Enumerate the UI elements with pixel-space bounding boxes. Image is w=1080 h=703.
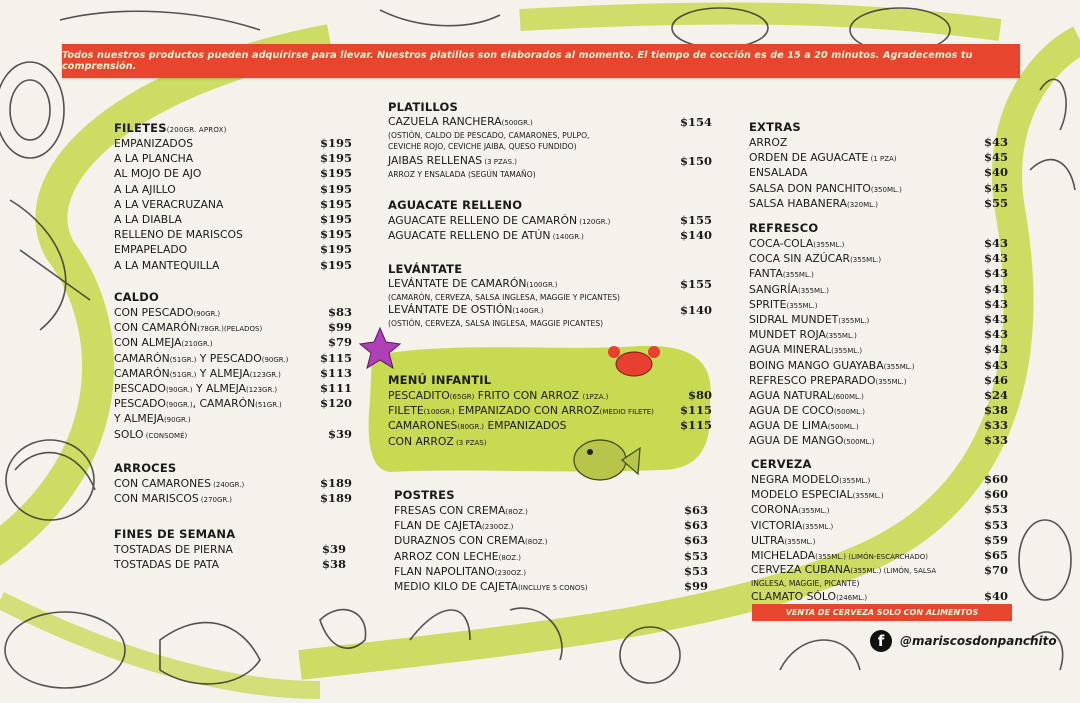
menu-item xyxy=(114,335,352,350)
item-note-extra: (1PZA.) xyxy=(582,393,609,401)
item-note: (355ML.) xyxy=(850,256,882,265)
item-note: (355ML.) xyxy=(798,507,830,516)
item-note: (INCLUYE 5 CONOS) xyxy=(518,583,588,592)
section-levantate xyxy=(388,262,712,329)
section-title: POSTRES xyxy=(394,488,455,502)
item-note: (230OZ.) xyxy=(482,523,514,532)
section-extras xyxy=(749,120,1008,211)
item-price: $70 xyxy=(983,563,1008,578)
menu-item xyxy=(751,533,1008,548)
item-price: $45 xyxy=(983,150,1008,165)
menu-item xyxy=(749,388,1008,403)
section-title: CERVEZA xyxy=(751,457,812,471)
item-price: $115 xyxy=(679,418,712,433)
arroces-list xyxy=(114,476,352,506)
item-note: (51GR.) xyxy=(169,355,197,364)
menu-item xyxy=(749,342,1008,357)
item-note: (355ML.) xyxy=(797,286,829,295)
item-name-extra: FRITO CON ARROZ xyxy=(474,389,583,402)
section-title: CALDO xyxy=(114,290,159,304)
menu-item xyxy=(749,266,1008,281)
menu-item xyxy=(394,518,708,533)
item-note: (240GR.) xyxy=(210,481,245,489)
item-name-extra: Y ALMEJA xyxy=(192,381,246,395)
item-name: A LA VERACRUZANA xyxy=(114,197,224,211)
section-caldo xyxy=(114,290,352,442)
menu-item xyxy=(749,196,1008,211)
item-note: (78GR.)(PELADOS) xyxy=(197,325,263,334)
item-price: $65 xyxy=(983,547,1008,562)
item-price: $63 xyxy=(683,518,708,533)
menu-item xyxy=(114,427,352,442)
item-note: (355ML.) xyxy=(825,332,857,341)
item-name: Y ALMEJA xyxy=(114,412,164,426)
section-menu-infantil xyxy=(388,373,712,449)
item-note: (90GR.) xyxy=(193,310,221,318)
refresco-list xyxy=(749,236,1008,449)
item-name-extra: Y ALMEJA xyxy=(196,366,250,380)
item-price: $38 xyxy=(321,557,346,572)
item-note: (270GR.) xyxy=(198,496,232,505)
item-price: $195 xyxy=(319,211,352,226)
item-price: $99 xyxy=(327,320,352,335)
item-name: REFRESCO PREPARADO xyxy=(749,373,876,387)
menu-item xyxy=(114,381,352,396)
item-name: NEGRA MODELO xyxy=(751,473,840,486)
menu-item-jaibas: JAIBAS RELLENAS (3 PZAS.) $150 ARROZ Y ENSALADA (SEGÚN TAMAÑO) xyxy=(388,154,712,179)
item-price: $63 xyxy=(683,533,708,548)
item-name: EMPANIZADOS xyxy=(114,137,194,150)
section-postres xyxy=(394,488,708,594)
menu-item xyxy=(388,388,712,403)
menu-item xyxy=(749,403,1008,418)
fines-list xyxy=(114,542,346,572)
menu-item xyxy=(114,320,352,335)
menu-item xyxy=(751,502,1008,517)
item-note-extra: (MEDIO FILETE) xyxy=(599,408,654,417)
menu-item xyxy=(394,579,708,594)
item-price: $53 xyxy=(683,548,708,563)
menu-item xyxy=(749,373,1008,388)
section-cerveza xyxy=(751,457,1008,604)
item-price: $155 xyxy=(679,277,712,291)
item-name: VICTORIA xyxy=(751,518,803,532)
item-price: $53 xyxy=(983,502,1008,517)
beer-notice: VENTA DE CERVEZA SOLO CON ALIMENTOS xyxy=(752,604,1012,621)
menu-item xyxy=(751,487,1008,502)
item-note-extra: (90GR.) xyxy=(261,355,289,364)
item-price: $195 xyxy=(319,257,352,272)
info-banner: Todos nuestros productos pueden adquirirse para llevar. Nuestros platillos son elaborados al momento. El tiempo de cocción es de 15 a 20 minutos. Agradecemos tu comprensión. xyxy=(62,44,1020,78)
section-title: REFRESCO xyxy=(749,221,819,235)
item-name: A LA MANTEQUILLA xyxy=(114,258,220,272)
social-handle: @mariscosdonpanchito xyxy=(900,634,1057,648)
item-note: (355ML.) xyxy=(813,241,845,249)
item-price: $155 xyxy=(679,213,712,227)
item-note: (230OZ.) xyxy=(494,568,527,577)
menu-item xyxy=(749,181,1008,196)
item-name: PESCADO xyxy=(114,397,166,411)
section-title: AGUACATE RELLENO xyxy=(388,198,523,212)
item-note: (355ML.) (LIMÓN-ESCARCHADO) xyxy=(815,552,928,561)
menu-item xyxy=(388,434,712,449)
item-price: $63 xyxy=(683,503,708,517)
section-title: FILETES(200GR. APROX) xyxy=(114,121,227,135)
item-note: (210GR.) xyxy=(181,340,213,349)
item-name: SPRITE xyxy=(749,297,787,311)
menu-item xyxy=(114,166,352,181)
item-name: ULTRA xyxy=(751,533,785,547)
item-name: A LA PLANCHA xyxy=(114,152,194,166)
item-name: FILETE xyxy=(388,404,424,418)
menu-item xyxy=(749,327,1008,342)
item-price: $195 xyxy=(319,196,352,211)
item-price: $43 xyxy=(983,251,1008,266)
menu-item xyxy=(388,228,712,243)
item-price: $45 xyxy=(983,180,1008,195)
item-price: $195 xyxy=(319,136,352,150)
item-price: $195 xyxy=(319,166,352,181)
item-name: AGUA DE MANGO xyxy=(749,434,844,448)
item-name: AL MOJO DE AJO xyxy=(114,167,202,181)
extras-list xyxy=(749,135,1008,211)
item-price: $24 xyxy=(983,387,1008,402)
section-title: LEVÁNTATE xyxy=(388,262,463,276)
menu-item-clamato: CLAMATO SÓLO(246ML.) $40 xyxy=(751,589,1008,604)
menu-item xyxy=(388,213,712,228)
section-title: PLATILLOS xyxy=(388,100,458,114)
item-note: (355ML.) xyxy=(786,301,818,310)
item-name: MUNDET ROJA xyxy=(749,328,826,342)
aguacate-list xyxy=(388,213,712,243)
item-note: (355ML.) xyxy=(883,362,915,371)
item-name: RELLENO DE MARISCOS xyxy=(114,228,243,242)
item-price: $195 xyxy=(319,181,352,196)
item-price: $43 xyxy=(983,266,1008,281)
item-note: (8OZ.) xyxy=(505,508,528,516)
item-name: SOLO xyxy=(114,427,144,441)
menu-item xyxy=(394,503,708,518)
menu-item xyxy=(751,472,1008,487)
item-name: CON MARISCOS xyxy=(114,492,199,506)
item-name: MEDIO KILO DE CAJETA xyxy=(394,579,519,593)
item-name: CAMARÓN xyxy=(114,366,170,380)
item-name: MODELO ESPECIAL xyxy=(751,488,853,502)
menu-item xyxy=(114,136,352,151)
menu-item xyxy=(388,403,712,418)
item-name: AGUA MINERAL xyxy=(749,343,832,357)
item-price: $79 xyxy=(327,335,352,350)
item-note: (500ML.) xyxy=(827,423,859,432)
item-note: (51GR.) xyxy=(169,370,197,379)
item-note: (355ML.) xyxy=(838,316,870,325)
section-title: EXTRAS xyxy=(749,120,801,134)
item-price: $120 xyxy=(319,396,352,411)
menu-item-cazuela: CAZUELA RANCHERA(500GR.) $154 (OSTIÓN, CALDO DE PESCADO, CAMARONES, PULPO, CEVICHE ROJO, CEVICHE JAIBA, QUESO FUNDIDO) xyxy=(388,115,712,151)
item-name: CON ARROZ xyxy=(388,434,454,448)
item-name-extra: Y PESCADO xyxy=(196,351,262,365)
filetes-list xyxy=(114,136,352,273)
menu-item xyxy=(749,358,1008,373)
menu-item-levantate-ostion: LEVÁNTATE DE OSTIÓN(140GR.) $140 (OSTIÓN, CERVEZA, SALSA INGLESA, MAGGIE PICANTES) xyxy=(388,303,712,328)
item-note: (355ML.) xyxy=(784,537,816,546)
menu-item xyxy=(114,212,352,227)
item-price: $60 xyxy=(983,487,1008,502)
menu-item xyxy=(114,151,352,166)
item-price: $83 xyxy=(327,305,352,319)
item-name: CORONA xyxy=(751,503,799,517)
item-price: $39 xyxy=(321,542,346,556)
item-name-extra: EMPANIZADOS xyxy=(484,419,567,433)
item-note: (355ML.) xyxy=(782,271,814,280)
item-name: FRESAS CON CREMA xyxy=(394,504,506,517)
menu-item xyxy=(114,411,352,426)
item-note: (90GR.) xyxy=(163,416,191,425)
menu-item xyxy=(114,491,352,506)
item-price: $53 xyxy=(983,517,1008,532)
item-name: DURAZNOS CON CREMA xyxy=(394,534,526,548)
menu-item xyxy=(394,533,708,548)
item-name: SIDRAL MUNDET xyxy=(749,312,839,326)
menu-item xyxy=(114,227,352,242)
menu-item xyxy=(114,242,352,257)
item-price: $150 xyxy=(679,154,712,168)
cerveza-list xyxy=(751,472,1008,563)
item-price: $111 xyxy=(319,380,352,395)
infantil-list xyxy=(388,388,712,449)
item-price: $59 xyxy=(983,532,1008,547)
item-note: (355ML.) xyxy=(852,492,884,501)
menu-item xyxy=(394,549,708,564)
caldo-list xyxy=(114,305,352,442)
item-note: (80GR.) xyxy=(457,423,485,432)
item-note: (120GR.) xyxy=(577,218,611,226)
menu-item xyxy=(749,282,1008,297)
item-name: AGUACATE RELLENO DE ATÚN xyxy=(388,229,551,243)
item-note: (90GR.) xyxy=(165,385,193,394)
item-name: AGUA DE COCO xyxy=(749,404,834,418)
item-note: (3 PZAS) xyxy=(453,438,487,447)
item-price: $80 xyxy=(687,388,712,402)
item-price: $40 xyxy=(983,165,1008,180)
menu-item xyxy=(749,312,1008,327)
menu-item xyxy=(749,418,1008,433)
item-name: AGUA DE LIMA xyxy=(749,419,828,433)
item-name: FLAN DE CAJETA xyxy=(394,519,483,533)
item-price: $195 xyxy=(319,227,352,242)
menu-item xyxy=(114,182,352,197)
menu-item xyxy=(114,476,352,491)
item-name: MICHELADA xyxy=(751,548,816,562)
menu-item xyxy=(749,433,1008,448)
item-price: $39 xyxy=(327,426,352,441)
menu-item xyxy=(114,305,352,320)
menu-item xyxy=(751,518,1008,533)
item-name: AGUACATE RELLENO DE CAMARÓN xyxy=(388,214,578,227)
item-name: ARROZ xyxy=(749,136,788,149)
section-title: FINES DE SEMANA xyxy=(114,527,236,541)
menu-item xyxy=(114,366,352,381)
item-price: $195 xyxy=(319,151,352,166)
menu-item-cerveza-cubana: CERVEZA CUBANA(355ML.) (LIMÓN, SALSA $70 INGLESA, MAGGIE, PICANTE) xyxy=(751,563,1008,589)
item-price: $60 xyxy=(983,472,1008,486)
item-price: $115 xyxy=(319,350,352,365)
item-note: (140GR.) xyxy=(550,233,584,242)
menu-item xyxy=(749,251,1008,266)
item-name: BOING MANGO GUAYABA xyxy=(749,358,884,372)
postres-list xyxy=(394,503,708,594)
section-filetes xyxy=(114,121,352,273)
menu-item xyxy=(394,564,708,579)
item-name: CAMARONES xyxy=(388,419,458,433)
menu-item xyxy=(114,557,346,572)
item-price: $43 xyxy=(983,296,1008,311)
menu-item xyxy=(114,197,352,212)
item-price: $33 xyxy=(983,433,1008,448)
section-arroces xyxy=(114,461,352,506)
item-note: (600ML.) xyxy=(832,392,864,401)
item-note-extra: (51GR.) xyxy=(255,401,282,410)
item-note: (355ML.) xyxy=(831,347,863,356)
item-name: CON CAMARONES xyxy=(114,477,211,490)
item-name: COCA SIN AZÚCAR xyxy=(749,252,851,266)
item-price: $140 xyxy=(679,228,712,243)
item-price: $38 xyxy=(983,403,1008,418)
item-name: EMPAPELADO xyxy=(114,243,188,257)
item-price: $140 xyxy=(679,303,712,317)
item-note: (355ML.) xyxy=(839,477,871,485)
item-price: $43 xyxy=(983,357,1008,372)
menu-item xyxy=(749,135,1008,150)
item-name: CON PESCADO xyxy=(114,306,194,319)
social-link[interactable] xyxy=(870,630,1057,652)
item-name: A LA DIABLA xyxy=(114,212,182,226)
menu-item xyxy=(749,150,1008,165)
item-name: CON ALMEJA xyxy=(114,336,182,350)
item-note: (355ML.) xyxy=(802,522,834,531)
item-note: (8OZ.) xyxy=(498,553,522,562)
item-price: $195 xyxy=(319,242,352,257)
menu-item xyxy=(751,548,1008,563)
item-name: CAMARÓN xyxy=(114,351,170,365)
menu-item xyxy=(388,418,712,433)
item-name-extra: , CAMARÓN xyxy=(192,397,256,411)
item-note: (CONSOMÉ) xyxy=(143,431,188,440)
section-refresco xyxy=(749,221,1008,449)
item-name: ENSALADA xyxy=(749,166,808,180)
item-price: $40 xyxy=(983,589,1008,604)
item-note: (8OZ.) xyxy=(525,538,548,547)
menu-item xyxy=(114,396,352,411)
menu-item xyxy=(114,351,352,366)
item-price: $115 xyxy=(679,403,712,418)
section-title: ARROCES xyxy=(114,461,177,475)
item-price: $43 xyxy=(983,135,1008,149)
menu-item xyxy=(749,165,1008,180)
item-name: FLAN NAPOLITANO xyxy=(394,564,495,578)
item-name: ORDEN DE AGUACATE xyxy=(749,151,869,165)
item-note: (350ML.) xyxy=(870,185,902,194)
menu-item xyxy=(749,297,1008,312)
menu-item xyxy=(114,258,352,273)
item-note: (1 PZA) xyxy=(868,155,897,164)
item-note: (500ML.) xyxy=(833,408,865,417)
item-note: (500ML.) xyxy=(843,438,875,447)
item-name: PESCADO xyxy=(114,381,166,395)
menu-item xyxy=(749,236,1008,251)
item-name: TOSTADAS DE PIERNA xyxy=(114,543,233,556)
section-platillos xyxy=(388,100,712,180)
item-name: A LA AJILLO xyxy=(114,182,176,196)
item-price: $55 xyxy=(983,195,1008,210)
item-name: FANTA xyxy=(749,267,783,281)
item-price: $154 xyxy=(679,115,712,129)
item-note: (355ML.) xyxy=(875,377,907,386)
item-price: $43 xyxy=(983,327,1008,342)
item-note-extra: (123GR.) xyxy=(245,385,278,394)
item-name: TOSTADAS DE PATA xyxy=(114,558,219,572)
item-name: SANGRÍA xyxy=(749,282,798,296)
item-note: (65GR) xyxy=(449,393,475,401)
item-price: $189 xyxy=(319,491,352,506)
item-note: (90GR.) xyxy=(165,401,193,410)
item-name: SALSA HABANERA xyxy=(749,196,847,210)
item-price: $46 xyxy=(983,372,1008,387)
section-aguacate-relleno xyxy=(388,198,712,243)
facebook-icon: f xyxy=(870,630,892,652)
section-title: MENÚ INFANTIL xyxy=(388,373,492,387)
item-name: AGUA NATURAL xyxy=(749,388,833,402)
item-name: SALSA DON PANCHITO xyxy=(749,181,871,195)
item-price: $43 xyxy=(983,281,1008,296)
section-fines-de-semana xyxy=(114,527,346,572)
menu-item-levantate-camaron: LEVÁNTATE DE CAMARÓN(100GR.) $155 (CAMARÓN, CERVEZA, SALSA INGLESA, MAGGIE Y PICANTES) xyxy=(388,277,712,302)
item-name: ARROZ CON LECHE xyxy=(394,549,499,563)
item-price: $53 xyxy=(683,563,708,578)
item-price: $43 xyxy=(983,342,1008,357)
item-price: $99 xyxy=(683,578,708,593)
item-note: (100GR.) xyxy=(423,408,455,417)
item-price: $43 xyxy=(983,236,1008,250)
item-note: (320ML.) xyxy=(846,200,878,209)
item-name: PESCADITO xyxy=(388,389,450,402)
item-price: $43 xyxy=(983,311,1008,326)
item-name: CON CAMARÓN xyxy=(114,321,198,335)
item-name-extra: EMPANIZADO CON ARROZ xyxy=(454,404,600,418)
item-note-extra: (123GR.) xyxy=(249,370,281,379)
item-price: $113 xyxy=(319,365,352,380)
item-price: $189 xyxy=(319,476,352,490)
item-price: $33 xyxy=(983,418,1008,433)
item-name: COCA-COLA xyxy=(749,237,814,250)
menu-item xyxy=(114,542,346,557)
